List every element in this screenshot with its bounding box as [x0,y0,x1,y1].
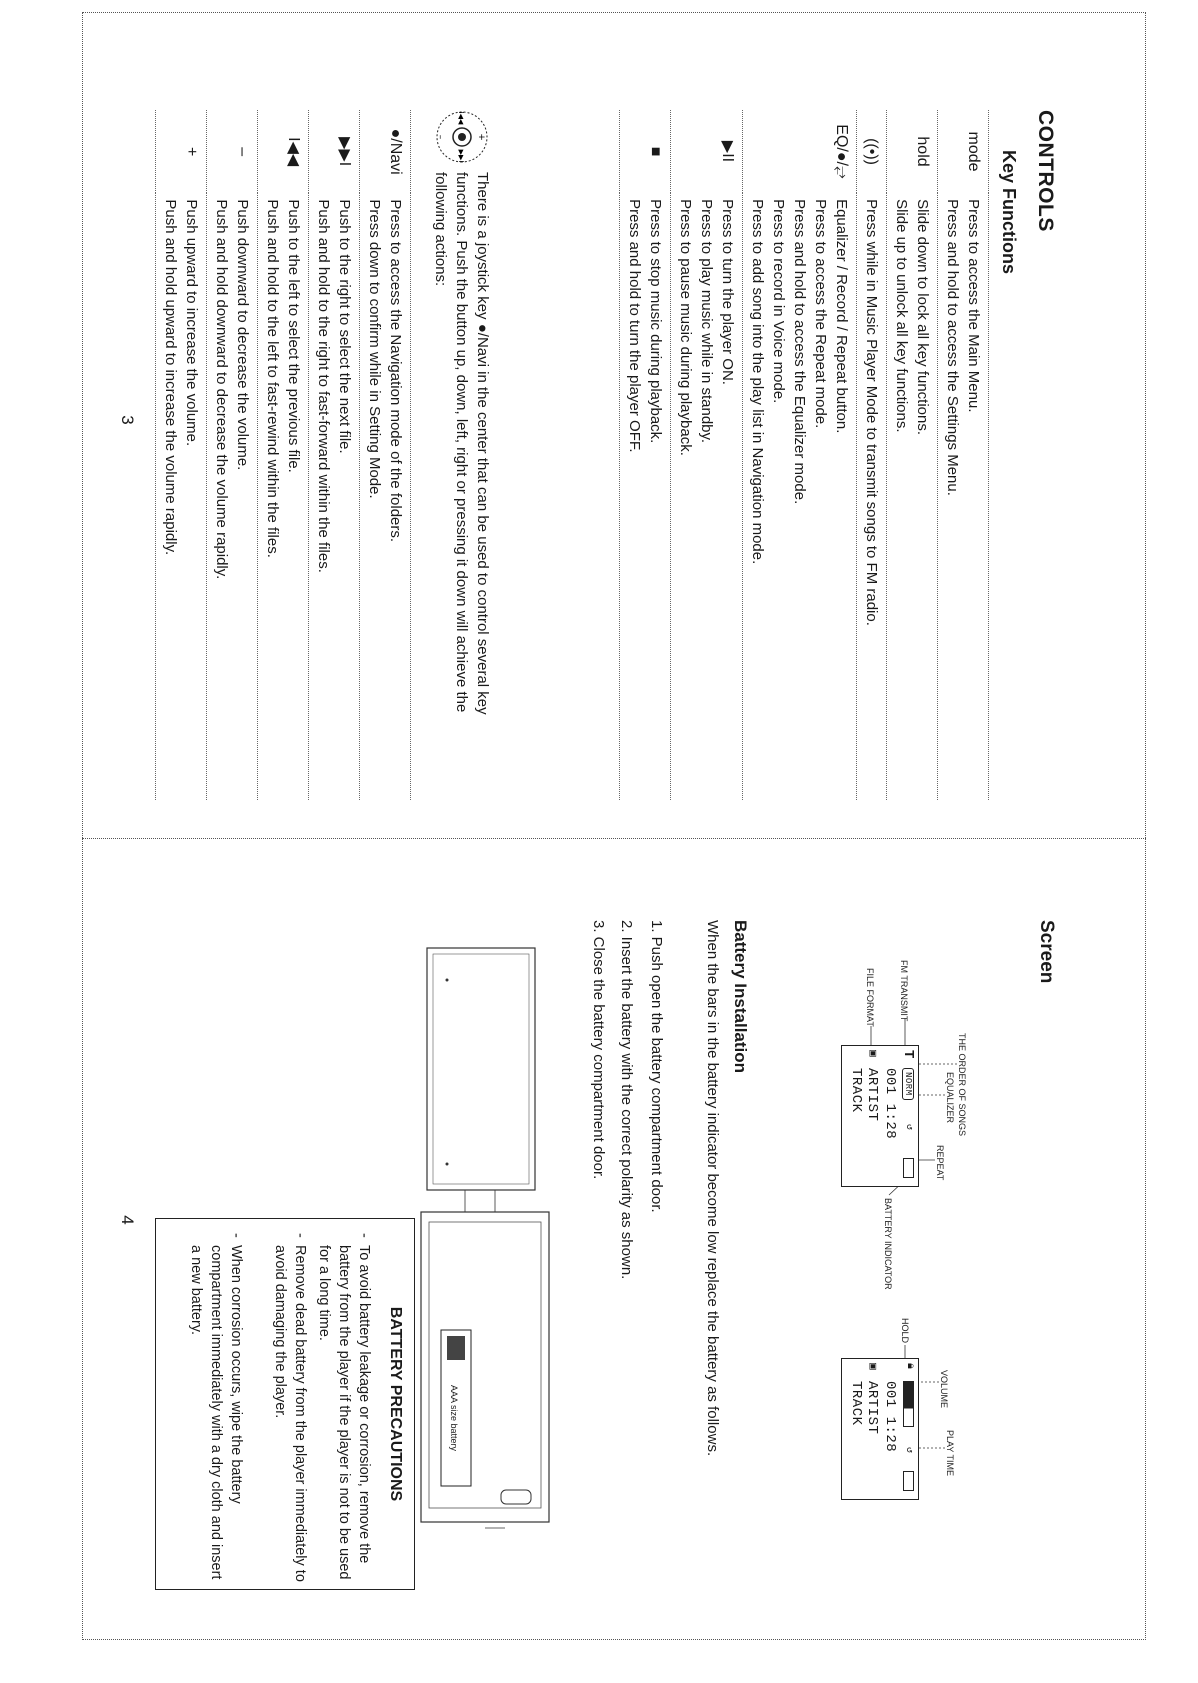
svg-text:–: – [435,134,445,140]
controls-title: CONTROLS [1034,110,1057,232]
lcd-artist-1: ARTIST [864,1068,880,1122]
key-symbol: I◀◀ [258,110,309,193]
volume-label: VOLUME [939,1370,949,1409]
key-row [857,110,887,800]
battery-installation-intro: When the bars in the battery indicator become low replace the battery as follows. [704,920,721,1457]
key-description [258,193,309,800]
repeat-label: REPEAT [935,1145,945,1181]
key-description-line: Push to the right to select the next file. [336,199,353,454]
battery-installation-title: Battery Installation [731,920,750,1074]
key-description-line: Press down to confirm while in Setting Mode. [366,199,383,499]
key-description-line: Press to record in Voice mode. [770,199,787,404]
key-row [258,110,309,800]
key-description-line: Push and hold to the left to fast-rewind within the files. [264,199,281,558]
battery-precautions-box [155,1218,415,1590]
battery-indicator-label: BATTERY INDICATOR [883,1198,893,1290]
key-description-line: Press while in Music Player Mode to transmit songs to FM radio. [863,199,880,626]
key-row [620,110,671,800]
key-description-line: Push upward to increase the volume. [183,199,200,447]
key-description-line: Press to add song into the play list in Navigation mode. [749,199,766,565]
joystick-description: There is a joystick key ●/Navi in the center that can be used to control several key functions. Push the button up, down, left, right or pressing it down will achieve the following actions: [432,172,491,715]
hold-icon: 🔒︎ [904,1363,916,1370]
fm-icon: T [900,1050,916,1059]
key-description [620,193,671,800]
svg-text:▶▶I: ▶▶I [457,149,465,163]
file-format-icon-2: ▣ [866,1363,878,1371]
controls-page [105,40,1115,800]
key-description-line: Press and hold to access the Equalizer mode. [791,199,808,505]
file-format-icon: ▣ [866,1050,878,1058]
manual-spread [105,40,1115,1600]
key-row [156,110,207,800]
svg-text:I◀◀: I◀◀ [457,111,465,125]
key-description-line: Push and hold to the right to fast-forward within the files. [315,199,332,573]
battery-step-3: 3. Close the battery compartment door. [590,920,607,1180]
repeat-icon-2: ↺ [903,1447,914,1454]
key-symbol: ■ [620,110,671,193]
key-table-bottom [155,110,411,800]
page-number-3: 3 [118,415,137,425]
key-functions-title: Key Functions [999,150,1019,275]
battery-compartment-drawing [415,940,555,1540]
battery-step-2: 2. Insert the battery with the correct polarity as shown. [618,920,635,1280]
key-description-line: Slide up to unlock all key functions. [893,199,910,433]
key-symbol: hold [887,110,938,193]
aaa-battery-label: AAA size battery [449,1384,459,1452]
screen-title: Screen [1036,920,1057,984]
key-description [887,193,938,800]
screen-callout-lines [755,840,1115,1600]
key-row [887,110,938,800]
key-description-line: Press to stop music during playback. [647,199,664,444]
key-description-line: Press to play music while in standby. [698,199,715,444]
screen-page [105,840,1115,1600]
key-symbol: ▶II [671,110,743,193]
lcd-artist-2: ARTIST [864,1381,880,1435]
precaution-item-1: - To avoid battery leakage or corrosion, remove the battery from the player if the player is not to be used for a long time. [316,1233,372,1580]
key-symbol: EQ/●/⥂ [743,110,857,193]
key-description-line: Press to turn the player ON. [719,199,736,385]
lcd-time-1: 001 1:28 [882,1068,898,1140]
equalizer-label: EQUALIZER [945,1072,955,1124]
key-symbol: mode [938,110,989,193]
key-table-top [619,110,989,800]
key-row [309,110,360,800]
volume-bar [903,1381,914,1427]
key-row [938,110,989,800]
key-symbol: ●/Navi [360,110,411,193]
battery-step-1: 1. Push open the battery compartment door. [648,920,665,1213]
repeat-icon: ↺ [903,1124,914,1131]
key-description-line: Press to access the Repeat mode. [812,199,829,429]
key-description-line: Push downward to decrease the volume. [234,199,251,471]
key-description [938,193,989,800]
page-number-4: 4 [118,1215,137,1225]
lcd-diagram-2 [841,1358,919,1500]
key-description [857,193,887,800]
play-time-label: PLAY TIME [945,1430,955,1477]
key-description-line: Push to the left to select the previous file. [285,199,302,473]
key-description [309,193,360,800]
key-row [207,110,258,800]
key-description [360,193,411,800]
order-of-songs-label: THE ORDER OF SONGS [957,1033,967,1137]
key-description-line: Push and hold upward to increase the volume rapidly. [162,199,179,556]
key-description-line: Press to pause music during playback. [677,199,694,456]
key-symbol: ▶▶I [309,110,360,193]
key-description-line: Slide down to lock all key functions. [914,199,931,436]
battery-icon-2 [903,1471,914,1491]
lcd-track-1: TRACK [848,1068,864,1113]
key-symbol: ((•)) [857,110,887,193]
precautions-title: BATTERY PRECAUTIONS [387,1306,404,1502]
key-row [671,110,743,800]
key-description [156,193,207,800]
precaution-item-2: - Remove dead battery from the player immediately to avoid damaging the player. [272,1233,308,1582]
key-row [360,110,411,800]
key-symbol: + [156,110,207,193]
lcd-track-2: TRACK [848,1381,864,1426]
joystick-icon [435,110,489,164]
key-description [743,193,857,800]
fm-transmit-label: FM TRANSMIT [899,960,909,1022]
key-description-line: Equalizer / Record / Repeat button. [833,199,850,434]
battery-icon [903,1158,914,1178]
key-description [671,193,743,800]
key-description-line: Press and hold to access the Settings Menu. [944,199,961,496]
key-description-line: Press to access the Navigation mode of the folders. [387,199,404,543]
key-description [207,193,258,800]
precaution-item-3: - When corrosion occurs, wipe the battery compartment immediately with a dry cloth and insert a new battery. [188,1233,244,1580]
key-description-line: Press to access the Main Menu. [965,199,982,413]
file-format-label: FILE FORMAT [865,968,875,1027]
key-symbol: – [207,110,258,193]
lcd-diagram-1 [841,1045,919,1187]
key-description-line: Push and hold downward to decrease the volume rapidly. [213,199,230,580]
lcd-time-2: 001 1:28 [882,1381,898,1453]
hold-label: HOLD [900,1318,910,1344]
key-description-line: Press and hold to turn the player OFF. [626,199,643,453]
eq-badge-1: NORM [902,1068,914,1100]
key-row [743,110,857,800]
svg-text:+: + [476,133,486,141]
